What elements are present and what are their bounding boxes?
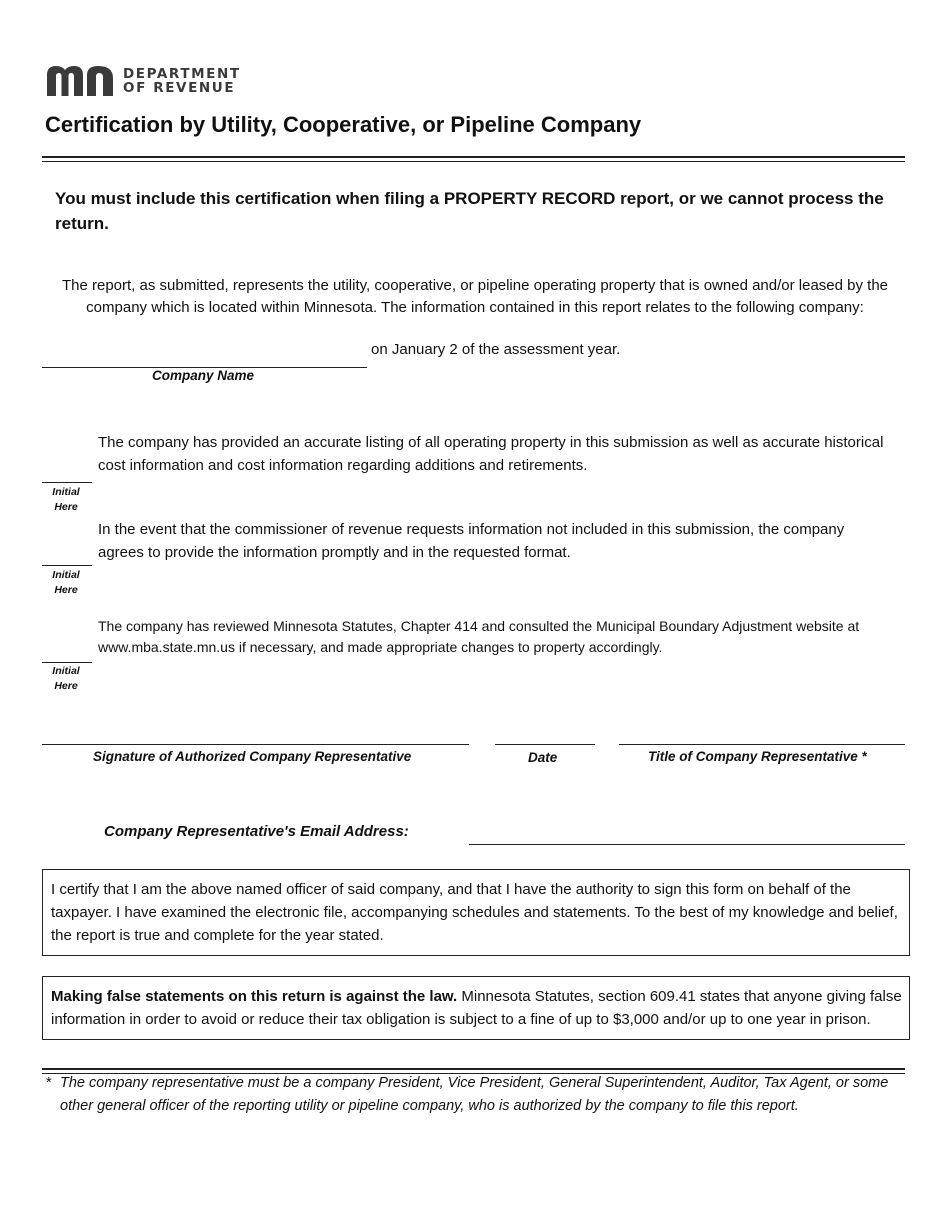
title-line[interactable] — [619, 744, 905, 745]
footnote-text: The company representative must be a company President, Vice President, General Superintendent, Auditor, Tax Agent, or some other general officer of the reporting utility or pipeline company, who is authorized by the company to file this report. — [60, 1075, 889, 1114]
initial-label-3 — [42, 664, 90, 694]
here-word: Here — [54, 680, 78, 692]
email-line[interactable] — [469, 844, 905, 845]
assessment-date-text: on January 2 of the assessment year. — [371, 341, 621, 358]
signature-line[interactable] — [42, 744, 469, 745]
logo-line-2: OF REVENUE — [123, 80, 236, 96]
date-label: Date — [528, 750, 558, 765]
attestation-3-text: The company has reviewed Minnesota Statutes, Chapter 414 and consulted the Municipal Boundary Adjustment website at www.mba.state.mn.us if necessary, and made appropriate changes to property accordingly. — [98, 618, 860, 655]
filing-notice: You must include this certification when filing a PROPERTY RECORD report, or we cannot process the return. — [55, 189, 884, 233]
footnote — [46, 1072, 896, 1117]
initial-label-1 — [42, 485, 90, 515]
here-word: Here — [54, 584, 78, 596]
initial-word: Initial — [52, 569, 80, 581]
warning-heading: Making false statements on this return is against the law. — [51, 988, 458, 1005]
initial-label-2 — [42, 568, 90, 598]
attestation-2-text: In the event that the commissioner of revenue requests information not included in this submission, the company agrees to provide the information promptly and in the requested format. — [98, 521, 845, 561]
here-word: Here — [54, 501, 78, 513]
mn-logo-icon — [47, 66, 113, 96]
initial-word: Initial — [52, 665, 80, 677]
company-name-label: Company Name — [152, 368, 255, 383]
date-line[interactable] — [495, 744, 595, 745]
header-divider — [42, 156, 905, 162]
initial-word: Initial — [52, 486, 80, 498]
attestation-1-text: The company has provided an accurate listing of all operating property in this submission as well as accurate historical cost information and cost information regarding additions and retirements. — [98, 434, 884, 474]
initial-line-2[interactable] — [42, 565, 92, 566]
logo-line-1: DEPARTMENT — [123, 66, 241, 82]
initial-line-1[interactable] — [42, 482, 92, 483]
footnote-marker: * — [46, 1075, 52, 1091]
certification-text: I certify that I am the above named officer of said company, and that I have the authority to sign this form on behalf of the taxpayer. I have examined the electronic file, accompanying schedules and statements. To the best of my knowledge and belief, the report is true and complete for the year stated. — [51, 881, 898, 944]
intro-paragraph: The report, as submitted, represents the utility, cooperative, or pipeline operating property that is owned and/or leased by the company which is located within Minnesota. The information contained in this report relates to the following company: — [61, 277, 889, 316]
warning-text: Minnesota Statutes, section 609.41 states that anyone giving false information in order to avoid or reduce their tax obligation is subject to a fine of up to $3,000 and/or up to one year in prison. — [51, 988, 902, 1028]
signature-label: Signature of Authorized Company Representative — [93, 749, 412, 764]
false-statement-warning — [42, 976, 910, 1040]
certification-box — [42, 869, 910, 956]
form-title: Certification by Utility, Cooperative, or Pipeline Company — [45, 112, 642, 137]
title-label: Title of Company Representative * — [648, 749, 867, 764]
email-label: Company Representative's Email Address: — [104, 823, 409, 840]
initial-line-3[interactable] — [42, 662, 92, 663]
department-logo-text — [123, 67, 241, 95]
